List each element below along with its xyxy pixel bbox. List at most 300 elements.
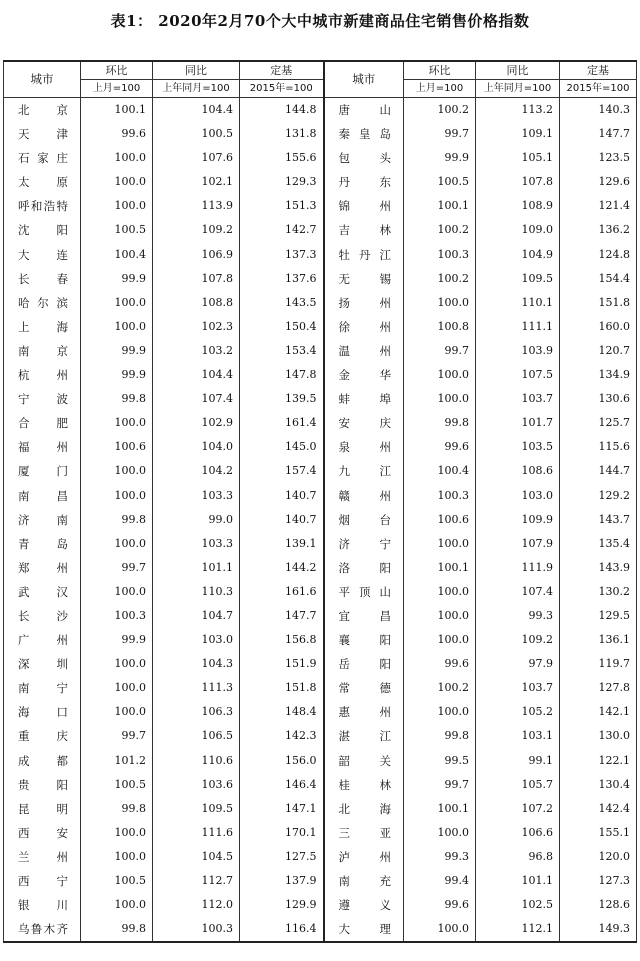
cell-city-left: 深圳: [4, 652, 81, 676]
cell-yoy-left: 103.2: [153, 339, 240, 363]
cell-yoy-right: 107.2: [476, 797, 560, 821]
subheader-base-right: 2015年=100: [560, 80, 637, 98]
cell-yoy-left: 104.2: [153, 459, 240, 483]
cell-base-right: 124.8: [560, 243, 637, 267]
cell-base-left: 131.8: [240, 122, 324, 146]
cell-city-left: 银川: [4, 893, 81, 917]
cell-yoy-left: 109.5: [153, 797, 240, 821]
cell-mom-left: 100.0: [81, 676, 153, 700]
cell-city-left: 济南: [4, 508, 81, 532]
cell-city-right: 北海: [324, 797, 404, 821]
cell-base-right: 125.7: [560, 411, 637, 435]
cell-base-right: 143.9: [560, 556, 637, 580]
table-row: [4, 797, 637, 821]
cell-city-right: 济宁: [324, 532, 404, 556]
cell-mom-right: 99.8: [404, 411, 476, 435]
cell-yoy-left: 112.7: [153, 869, 240, 893]
cell-base-right: 129.5: [560, 604, 637, 628]
cell-mom-left: 99.8: [81, 508, 153, 532]
cell-base-right: 143.7: [560, 508, 637, 532]
cell-base-left: 156.0: [240, 749, 324, 773]
cell-city-left: 海口: [4, 700, 81, 724]
cell-city-right: 韶关: [324, 749, 404, 773]
cell-yoy-right: 107.8: [476, 170, 560, 194]
cell-base-right: 119.7: [560, 652, 637, 676]
cell-yoy-right: 97.9: [476, 652, 560, 676]
cell-mom-left: 99.7: [81, 724, 153, 748]
table-row: [4, 532, 637, 556]
cell-yoy-left: 109.2: [153, 218, 240, 242]
cell-city-left: 青岛: [4, 532, 81, 556]
cell-yoy-left: 113.9: [153, 194, 240, 218]
cell-yoy-left: 106.9: [153, 243, 240, 267]
cell-mom-right: 100.3: [404, 243, 476, 267]
cell-mom-right: 100.0: [404, 604, 476, 628]
cell-mom-left: 100.5: [81, 869, 153, 893]
table-row: [4, 845, 637, 869]
table-row: [4, 869, 637, 893]
cell-yoy-right: 103.5: [476, 435, 560, 459]
table-row: [4, 170, 637, 194]
table-row: [4, 821, 637, 845]
cell-mom-right: 100.0: [404, 700, 476, 724]
cell-mom-left: 100.0: [81, 146, 153, 170]
table-row: [4, 724, 637, 748]
cell-city-right: 平顶山: [324, 580, 404, 604]
cell-yoy-right: 111.1: [476, 315, 560, 339]
cell-yoy-left: 106.3: [153, 700, 240, 724]
cell-city-right: 包头: [324, 146, 404, 170]
price-index-table: [3, 60, 637, 943]
cell-city-right: 湛江: [324, 724, 404, 748]
cell-city-left: 呼和浩特: [4, 194, 81, 218]
cell-mom-right: 100.3: [404, 484, 476, 508]
cell-city-right: 襄阳: [324, 628, 404, 652]
cell-base-right: 160.0: [560, 315, 637, 339]
cell-yoy-right: 107.4: [476, 580, 560, 604]
cell-base-right: 142.4: [560, 797, 637, 821]
cell-city-left: 南昌: [4, 484, 81, 508]
cell-base-right: 129.2: [560, 484, 637, 508]
cell-city-left: 兰州: [4, 845, 81, 869]
cell-yoy-right: 110.1: [476, 291, 560, 315]
table-row: [4, 893, 637, 917]
cell-yoy-right: 103.9: [476, 339, 560, 363]
cell-city-right: 宜昌: [324, 604, 404, 628]
cell-yoy-left: 111.6: [153, 821, 240, 845]
cell-mom-left: 99.8: [81, 387, 153, 411]
cell-city-right: 遵义: [324, 893, 404, 917]
cell-mom-right: 100.0: [404, 291, 476, 315]
table-row: [4, 676, 637, 700]
cell-mom-right: 99.7: [404, 122, 476, 146]
cell-base-left: 148.4: [240, 700, 324, 724]
cell-yoy-right: 101.7: [476, 411, 560, 435]
cell-base-left: 150.4: [240, 315, 324, 339]
cell-yoy-right: 113.2: [476, 98, 560, 123]
cell-base-left: 142.3: [240, 724, 324, 748]
cell-yoy-left: 100.3: [153, 917, 240, 942]
cell-yoy-right: 109.2: [476, 628, 560, 652]
cell-mom-right: 99.6: [404, 893, 476, 917]
cell-yoy-left: 102.9: [153, 411, 240, 435]
cell-mom-right: 99.8: [404, 724, 476, 748]
cell-yoy-right: 109.0: [476, 218, 560, 242]
cell-yoy-right: 103.1: [476, 724, 560, 748]
header-base-left: 定基: [240, 61, 324, 80]
cell-yoy-left: 104.0: [153, 435, 240, 459]
cell-base-left: 170.1: [240, 821, 324, 845]
cell-city-right: 洛阳: [324, 556, 404, 580]
cell-yoy-left: 112.0: [153, 893, 240, 917]
table-row: [4, 435, 637, 459]
table-row: [4, 98, 637, 123]
cell-mom-left: 99.8: [81, 917, 153, 942]
cell-mom-left: 100.0: [81, 845, 153, 869]
cell-base-right: 120.0: [560, 845, 637, 869]
cell-city-right: 赣州: [324, 484, 404, 508]
cell-base-left: 127.5: [240, 845, 324, 869]
cell-base-right: 127.3: [560, 869, 637, 893]
cell-city-right: 南充: [324, 869, 404, 893]
table-row: [4, 243, 637, 267]
cell-mom-right: 100.1: [404, 797, 476, 821]
cell-yoy-right: 111.9: [476, 556, 560, 580]
cell-yoy-left: 106.5: [153, 724, 240, 748]
cell-base-right: 130.4: [560, 773, 637, 797]
cell-yoy-right: 103.7: [476, 676, 560, 700]
cell-yoy-left: 110.6: [153, 749, 240, 773]
cell-base-right: 134.9: [560, 363, 637, 387]
cell-base-left: 155.6: [240, 146, 324, 170]
cell-mom-left: 100.0: [81, 291, 153, 315]
cell-mom-right: 100.0: [404, 917, 476, 942]
cell-base-right: 135.4: [560, 532, 637, 556]
cell-yoy-right: 108.6: [476, 459, 560, 483]
cell-mom-right: 100.2: [404, 218, 476, 242]
cell-mom-left: 100.0: [81, 893, 153, 917]
cell-mom-left: 99.9: [81, 267, 153, 291]
table-row: [4, 652, 637, 676]
cell-yoy-left: 103.3: [153, 532, 240, 556]
cell-city-right: 常德: [324, 676, 404, 700]
cell-base-left: 153.4: [240, 339, 324, 363]
cell-city-left: 成都: [4, 749, 81, 773]
cell-base-left: 147.8: [240, 363, 324, 387]
cell-mom-left: 100.0: [81, 315, 153, 339]
cell-yoy-left: 103.3: [153, 484, 240, 508]
cell-city-right: 无锡: [324, 267, 404, 291]
cell-city-right: 九江: [324, 459, 404, 483]
cell-base-right: 136.2: [560, 218, 637, 242]
cell-mom-right: 100.4: [404, 459, 476, 483]
cell-city-left: 石家庄: [4, 146, 81, 170]
table-row: [4, 339, 637, 363]
cell-base-right: 136.1: [560, 628, 637, 652]
cell-yoy-left: 100.5: [153, 122, 240, 146]
cell-base-left: 142.7: [240, 218, 324, 242]
cell-city-right: 泉州: [324, 435, 404, 459]
cell-yoy-right: 105.2: [476, 700, 560, 724]
table-title: 表1： 2020年2月70个大中城市新建商品住宅销售价格指数: [110, 12, 530, 30]
cell-city-right: 泸州: [324, 845, 404, 869]
cell-mom-left: 100.0: [81, 821, 153, 845]
table-row: [4, 749, 637, 773]
cell-city-right: 吉林: [324, 218, 404, 242]
cell-yoy-left: 107.4: [153, 387, 240, 411]
cell-base-right: 144.7: [560, 459, 637, 483]
cell-city-left: 昆明: [4, 797, 81, 821]
cell-base-right: 130.2: [560, 580, 637, 604]
cell-base-left: 139.5: [240, 387, 324, 411]
header-yoy-left: 同比: [153, 61, 240, 80]
cell-mom-right: 100.0: [404, 387, 476, 411]
cell-mom-right: 100.1: [404, 556, 476, 580]
cell-base-left: 129.9: [240, 893, 324, 917]
table-row: [4, 218, 637, 242]
cell-base-right: 123.5: [560, 146, 637, 170]
cell-mom-left: 100.0: [81, 532, 153, 556]
subheader-yoy-right: 上年同月=100: [476, 80, 560, 98]
cell-yoy-right: 96.8: [476, 845, 560, 869]
cell-city-right: 丹东: [324, 170, 404, 194]
cell-base-right: 130.6: [560, 387, 637, 411]
table-row: [4, 508, 637, 532]
cell-base-right: 140.3: [560, 98, 637, 123]
cell-city-left: 厦门: [4, 459, 81, 483]
cell-yoy-right: 109.1: [476, 122, 560, 146]
cell-base-left: 157.4: [240, 459, 324, 483]
cell-city-right: 锦州: [324, 194, 404, 218]
cell-city-left: 宁波: [4, 387, 81, 411]
cell-mom-left: 100.0: [81, 170, 153, 194]
cell-city-left: 郑州: [4, 556, 81, 580]
cell-city-right: 唐山: [324, 98, 404, 123]
cell-yoy-left: 104.4: [153, 363, 240, 387]
cell-mom-left: 100.4: [81, 243, 153, 267]
cell-city-left: 贵阳: [4, 773, 81, 797]
cell-base-right: 129.6: [560, 170, 637, 194]
cell-base-right: 149.3: [560, 917, 637, 942]
table-row: [4, 267, 637, 291]
cell-mom-left: 100.1: [81, 98, 153, 123]
cell-city-right: 秦皇岛: [324, 122, 404, 146]
cell-city-right: 牡丹江: [324, 243, 404, 267]
table-row: [4, 917, 637, 942]
cell-mom-left: 99.9: [81, 339, 153, 363]
cell-yoy-left: 107.8: [153, 267, 240, 291]
cell-mom-left: 100.0: [81, 700, 153, 724]
header-base-right: 定基: [560, 61, 637, 80]
cell-yoy-right: 105.7: [476, 773, 560, 797]
subheader-yoy-left: 上年同月=100: [153, 80, 240, 98]
subheader-mom-left: 上月=100: [81, 80, 153, 98]
cell-base-left: 140.7: [240, 484, 324, 508]
cell-yoy-right: 103.7: [476, 387, 560, 411]
cell-mom-right: 100.8: [404, 315, 476, 339]
cell-city-right: 蚌埠: [324, 387, 404, 411]
header-yoy-right: 同比: [476, 61, 560, 80]
cell-yoy-right: 101.1: [476, 869, 560, 893]
cell-base-right: 142.1: [560, 700, 637, 724]
table-row: [4, 556, 637, 580]
cell-yoy-right: 109.9: [476, 508, 560, 532]
table-row: [4, 700, 637, 724]
cell-city-left: 太原: [4, 170, 81, 194]
cell-city-left: 长春: [4, 267, 81, 291]
cell-yoy-left: 104.4: [153, 98, 240, 123]
cell-yoy-right: 104.9: [476, 243, 560, 267]
cell-mom-right: 99.4: [404, 869, 476, 893]
cell-mom-left: 100.0: [81, 411, 153, 435]
table-body: [4, 98, 637, 943]
cell-mom-right: 100.2: [404, 676, 476, 700]
cell-mom-right: 99.3: [404, 845, 476, 869]
cell-city-left: 西宁: [4, 869, 81, 893]
cell-city-left: 大连: [4, 243, 81, 267]
cell-base-left: 137.9: [240, 869, 324, 893]
cell-base-left: 145.0: [240, 435, 324, 459]
cell-city-left: 哈尔滨: [4, 291, 81, 315]
cell-mom-left: 100.0: [81, 652, 153, 676]
cell-base-left: 144.2: [240, 556, 324, 580]
cell-mom-right: 100.0: [404, 821, 476, 845]
cell-base-right: 115.6: [560, 435, 637, 459]
cell-yoy-right: 109.5: [476, 267, 560, 291]
cell-base-left: 147.7: [240, 604, 324, 628]
cell-mom-right: 100.0: [404, 532, 476, 556]
cell-yoy-left: 104.3: [153, 652, 240, 676]
cell-base-left: 156.8: [240, 628, 324, 652]
table-row: [4, 194, 637, 218]
cell-base-right: 130.0: [560, 724, 637, 748]
cell-mom-right: 100.2: [404, 98, 476, 123]
cell-mom-right: 100.5: [404, 170, 476, 194]
cell-mom-left: 99.9: [81, 628, 153, 652]
cell-base-right: 127.8: [560, 676, 637, 700]
cell-city-left: 乌鲁木齐: [4, 917, 81, 942]
cell-city-left: 南京: [4, 339, 81, 363]
cell-yoy-right: 112.1: [476, 917, 560, 942]
cell-base-left: 137.3: [240, 243, 324, 267]
cell-base-right: 154.4: [560, 267, 637, 291]
cell-city-left: 南宁: [4, 676, 81, 700]
header-city-left: 城市: [4, 61, 81, 98]
cell-mom-right: 100.1: [404, 194, 476, 218]
cell-city-left: 重庆: [4, 724, 81, 748]
cell-yoy-left: 108.8: [153, 291, 240, 315]
cell-yoy-left: 99.0: [153, 508, 240, 532]
table-row: [4, 604, 637, 628]
cell-mom-right: 99.6: [404, 652, 476, 676]
cell-base-right: 122.1: [560, 749, 637, 773]
cell-city-left: 武汉: [4, 580, 81, 604]
cell-mom-left: 99.7: [81, 556, 153, 580]
cell-base-right: 151.8: [560, 291, 637, 315]
cell-mom-left: 101.2: [81, 749, 153, 773]
cell-mom-right: 99.9: [404, 146, 476, 170]
cell-yoy-right: 99.1: [476, 749, 560, 773]
cell-base-left: 137.6: [240, 267, 324, 291]
cell-yoy-left: 111.3: [153, 676, 240, 700]
cell-base-left: 146.4: [240, 773, 324, 797]
cell-yoy-left: 104.5: [153, 845, 240, 869]
cell-city-right: 三亚: [324, 821, 404, 845]
cell-city-left: 合肥: [4, 411, 81, 435]
cell-mom-left: 100.6: [81, 435, 153, 459]
table-row: [4, 484, 637, 508]
table-row: [4, 146, 637, 170]
cell-mom-right: 100.0: [404, 580, 476, 604]
cell-mom-right: 100.6: [404, 508, 476, 532]
cell-yoy-right: 106.6: [476, 821, 560, 845]
table-row: [4, 387, 637, 411]
header-city-right: 城市: [324, 61, 404, 98]
cell-mom-right: 99.7: [404, 773, 476, 797]
cell-yoy-left: 107.6: [153, 146, 240, 170]
cell-yoy-right: 107.5: [476, 363, 560, 387]
cell-city-left: 广州: [4, 628, 81, 652]
cell-mom-right: 100.0: [404, 363, 476, 387]
table-row: [4, 411, 637, 435]
cell-yoy-left: 103.6: [153, 773, 240, 797]
cell-yoy-left: 102.3: [153, 315, 240, 339]
cell-mom-right: 99.6: [404, 435, 476, 459]
cell-mom-left: 100.0: [81, 484, 153, 508]
cell-base-left: 116.4: [240, 917, 324, 942]
cell-mom-left: 100.0: [81, 459, 153, 483]
cell-yoy-left: 101.1: [153, 556, 240, 580]
cell-yoy-right: 107.9: [476, 532, 560, 556]
cell-base-left: 129.3: [240, 170, 324, 194]
table-row: [4, 628, 637, 652]
cell-base-left: 139.1: [240, 532, 324, 556]
cell-mom-left: 100.5: [81, 218, 153, 242]
cell-city-left: 西安: [4, 821, 81, 845]
table-row: [4, 122, 637, 146]
cell-mom-left: 99.8: [81, 797, 153, 821]
table-row: [4, 459, 637, 483]
subheader-mom-right: 上月=100: [404, 80, 476, 98]
cell-mom-left: 100.0: [81, 580, 153, 604]
cell-yoy-left: 104.7: [153, 604, 240, 628]
cell-mom-left: 99.6: [81, 122, 153, 146]
cell-base-right: 155.1: [560, 821, 637, 845]
cell-base-left: 161.6: [240, 580, 324, 604]
cell-yoy-left: 110.3: [153, 580, 240, 604]
cell-city-right: 大理: [324, 917, 404, 942]
cell-city-right: 徐州: [324, 315, 404, 339]
cell-yoy-right: 103.0: [476, 484, 560, 508]
cell-mom-left: 100.3: [81, 604, 153, 628]
cell-yoy-right: 105.1: [476, 146, 560, 170]
cell-city-left: 天津: [4, 122, 81, 146]
table-row: [4, 580, 637, 604]
cell-city-right: 温州: [324, 339, 404, 363]
cell-base-right: 147.7: [560, 122, 637, 146]
cell-city-right: 岳阳: [324, 652, 404, 676]
cell-city-left: 杭州: [4, 363, 81, 387]
subheader-base-left: 2015年=100: [240, 80, 324, 98]
cell-yoy-right: 99.3: [476, 604, 560, 628]
cell-base-left: 144.8: [240, 98, 324, 123]
cell-base-right: 120.7: [560, 339, 637, 363]
cell-base-right: 121.4: [560, 194, 637, 218]
cell-yoy-right: 108.9: [476, 194, 560, 218]
cell-city-left: 北京: [4, 98, 81, 123]
cell-yoy-left: 102.1: [153, 170, 240, 194]
cell-city-left: 长沙: [4, 604, 81, 628]
